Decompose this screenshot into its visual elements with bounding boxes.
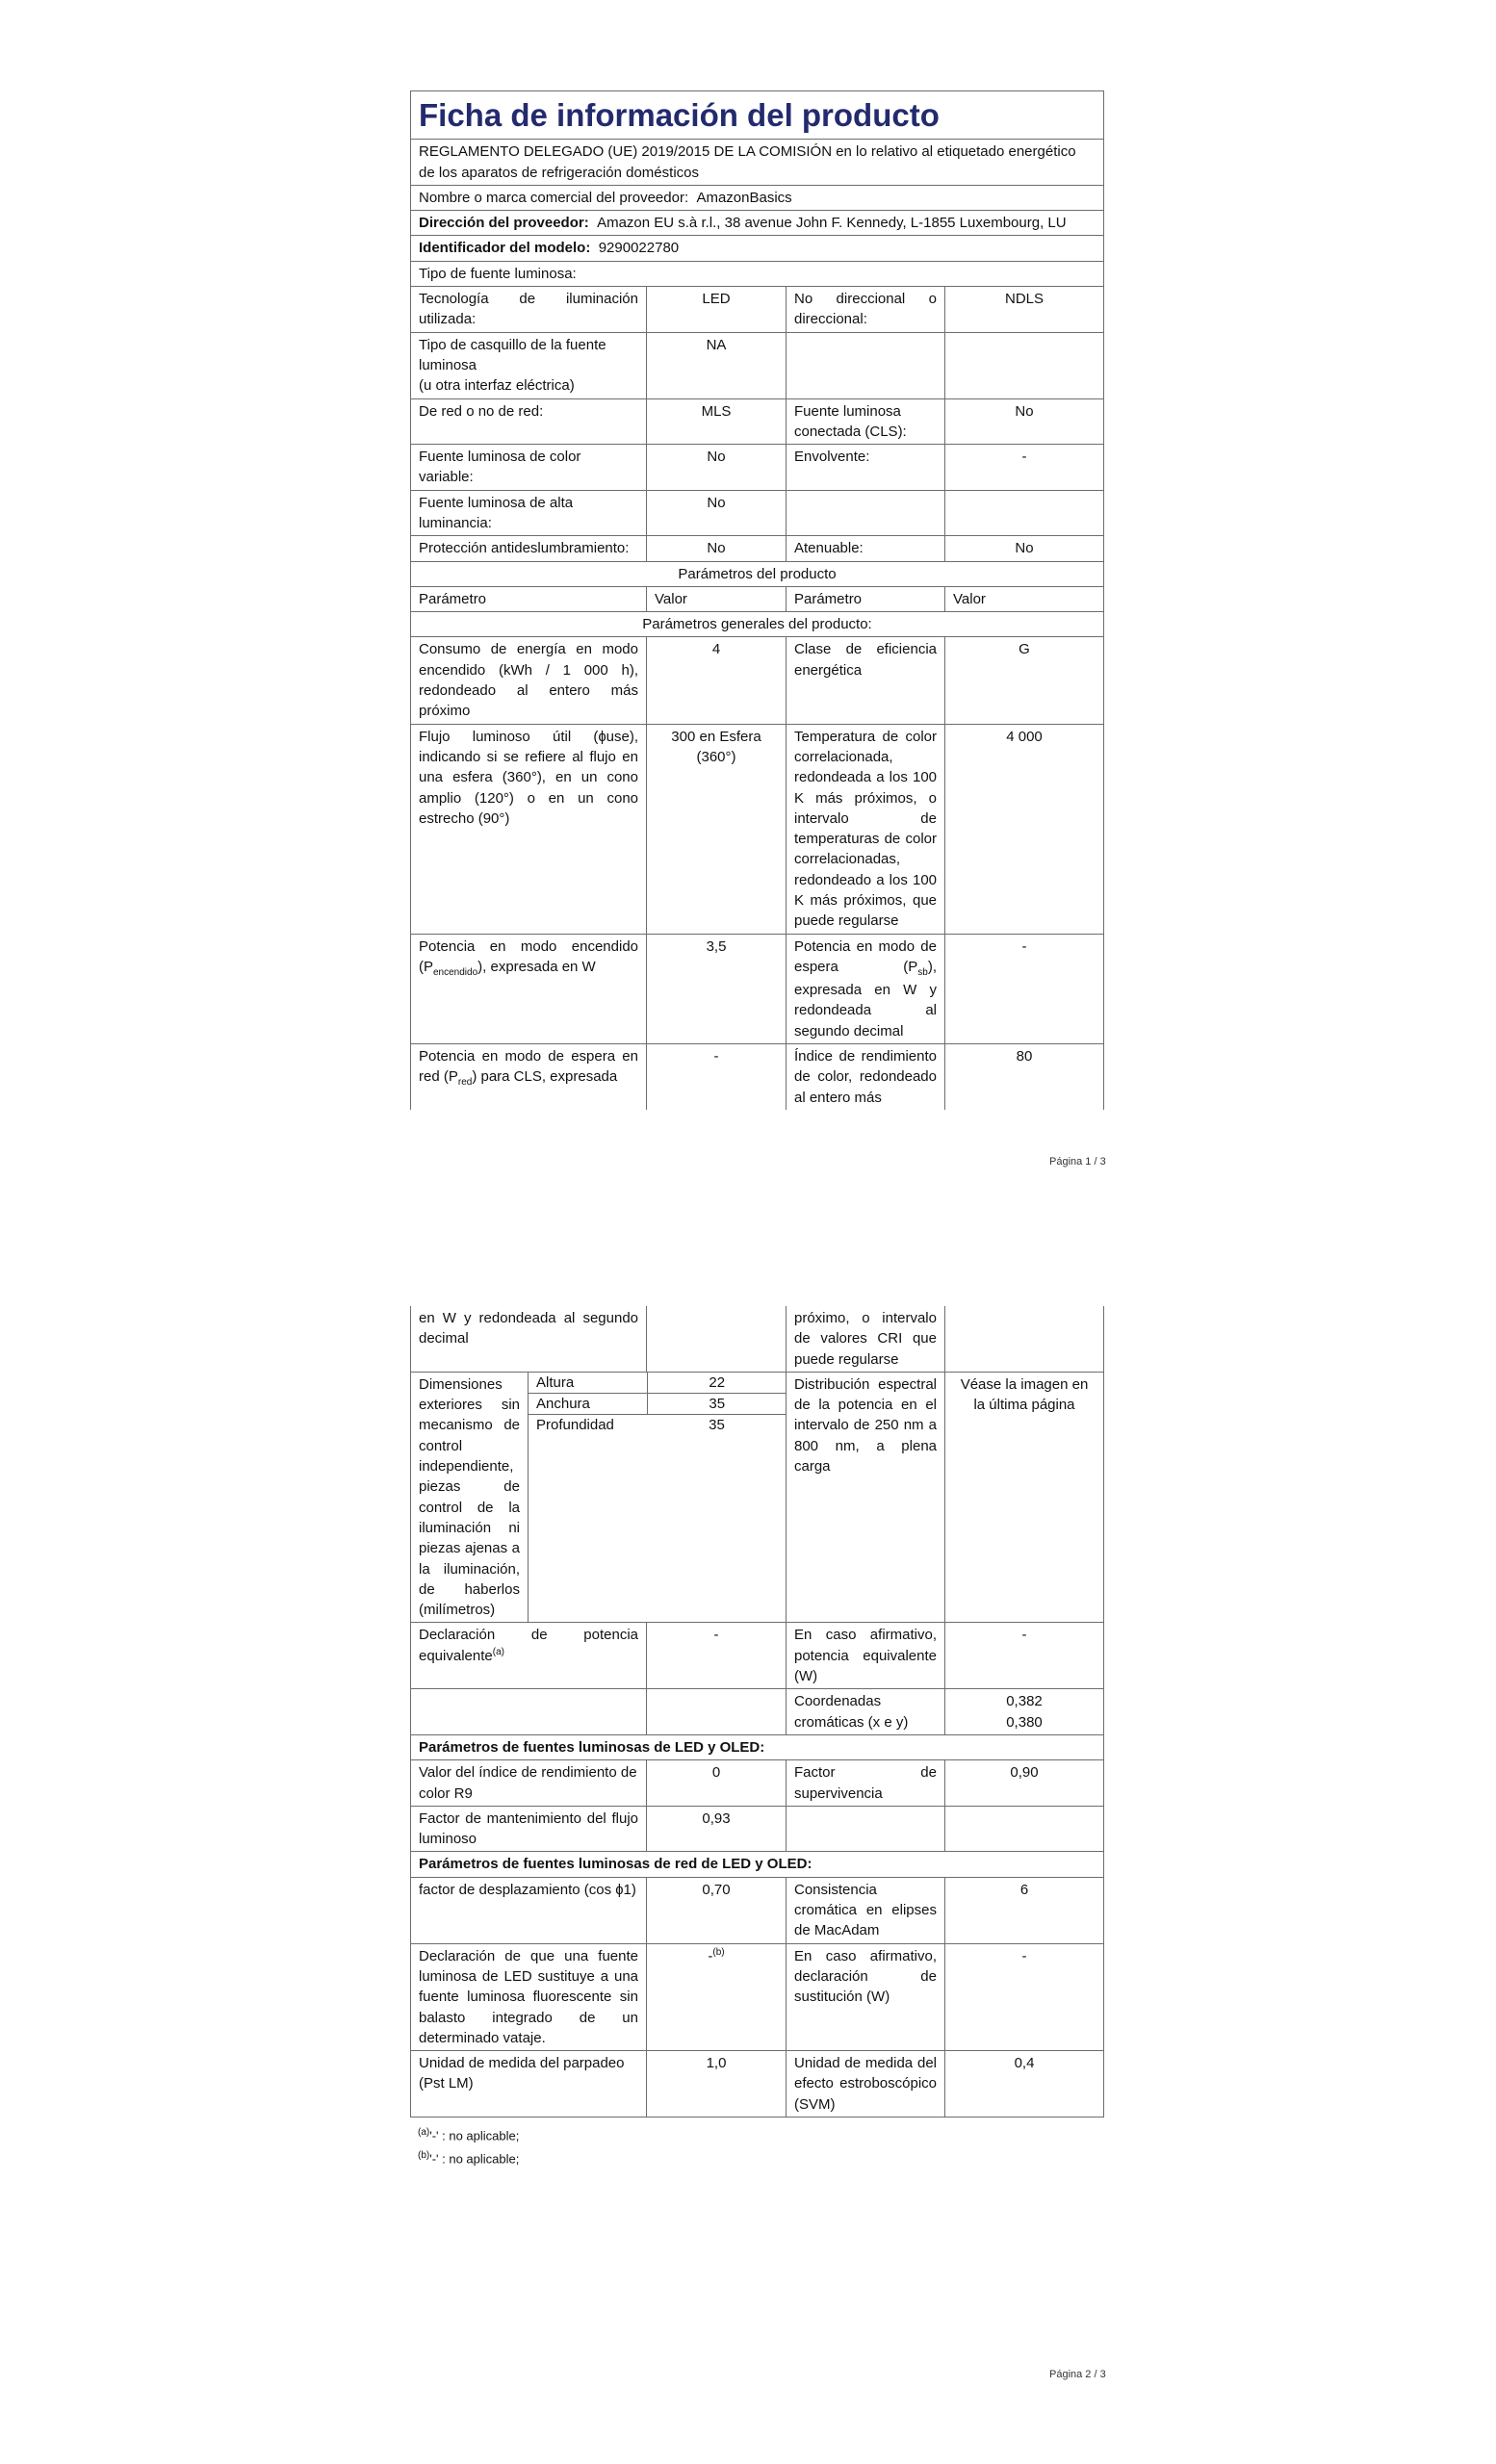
r9-value: 0 xyxy=(647,1760,787,1807)
regulation-text: REGLAMENTO DELEGADO (UE) 2019/2015 DE LA COMISIÓN en lo relativo al etiquetado energético de los aparatos de refrigeración domésticos xyxy=(411,140,1104,186)
colour-tunable-value: No xyxy=(647,445,787,491)
r9-label: Valor del índice de rendimiento de color R9 xyxy=(411,1760,647,1807)
mains-label: De red o no de red: xyxy=(411,398,647,445)
dimensions-values xyxy=(529,1372,787,1623)
supplier-address-label: Dirección del proveedor: xyxy=(419,215,589,232)
spectral-label: Distribución espectral de la potencia en el intervalo de 250 nm a 800 nm, a plena carga xyxy=(787,1372,945,1623)
empty-cell xyxy=(945,332,1104,398)
high-luminance-value: No xyxy=(647,490,787,536)
page-number-1: Página 1 / 3 xyxy=(1049,1156,1106,1168)
directional-label: No direccional o direccional: xyxy=(787,287,945,333)
standby-label: Potencia en modo de espera $(P_{sb})$, expresada en W y redondeada al segundo decimal xyxy=(787,934,945,1043)
model-id-row xyxy=(411,236,1104,261)
page-title: Ficha de información del producto xyxy=(411,91,1104,140)
net-standby-cont: en W y redondeada al segundo decimal xyxy=(411,1306,647,1372)
net-standby-value: - xyxy=(647,1044,787,1110)
product-params-heading: Parámetros del producto xyxy=(411,561,1104,586)
general-params-heading: Parámetros generales del producto: xyxy=(411,612,1104,637)
supplier-name-label: Nombre o marca comercial del proveedor: xyxy=(419,189,689,206)
on-power-value: 3,5 xyxy=(647,934,787,1043)
empty-cell xyxy=(945,1306,1104,1372)
footnote-b: $^{(b)}$'-' : no aplicable; xyxy=(418,2150,520,2167)
energy-value: 4 xyxy=(647,637,787,724)
led-params-heading: Parámetros de fuentes luminosas de LED y OLED: xyxy=(411,1734,1104,1759)
chroma-label: Coordenadas cromáticas (x e y) xyxy=(787,1689,945,1735)
replace-yes-label: En caso afirmativo, declaración de sustitución (W) xyxy=(787,1943,945,2050)
empty-cell xyxy=(787,1806,945,1852)
empty-cell xyxy=(787,332,945,398)
cri-label: Índice de rendimiento de color, redondeado al entero más xyxy=(787,1044,945,1110)
connected-label: Fuente luminosa conectada (CLS): xyxy=(787,398,945,445)
stroboscopic-value: 0,4 xyxy=(945,2051,1104,2118)
colour-consistency-value: 6 xyxy=(945,1877,1104,1943)
cct-value: 4 000 xyxy=(945,724,1104,934)
supplier-address-row xyxy=(411,211,1104,236)
cri-cont: próximo, o intervalo de valores CRI que puede regularse xyxy=(787,1306,945,1372)
high-luminance-label: Fuente luminosa de alta luminancia: xyxy=(411,490,647,536)
supplier-name-value: AmazonBasics xyxy=(696,189,792,206)
cap-type-label: Tipo de casquillo de la fuente luminosa xyxy=(419,336,606,373)
cap-type-label-2: (u otra interfaz eléctrica) xyxy=(419,377,575,395)
column-header-param: Parámetro xyxy=(787,586,945,611)
anti-glare-label: Protección antideslumbramiento: xyxy=(411,536,647,561)
energy-label: Consumo de energía en modo encendido (kWh / 1 000 h), redondeado al entero más próximo xyxy=(411,637,647,724)
cap-type-cell xyxy=(411,332,647,398)
empty-cell xyxy=(647,1689,787,1735)
dimmable-label: Atenuable: xyxy=(787,536,945,561)
supplier-name-row xyxy=(411,185,1104,210)
lighting-tech-value: LED xyxy=(647,287,787,333)
flicker-value: 1,0 xyxy=(647,2051,787,2118)
equiv-value: - xyxy=(647,1623,787,1689)
lighting-tech-label: Tecnología de iluminación utilizada: xyxy=(411,287,647,333)
column-header-value: Valor xyxy=(647,586,787,611)
anti-glare-value: No xyxy=(647,536,787,561)
depth-label: Profundidad xyxy=(536,1417,614,1434)
model-id-value: 9290022780 xyxy=(598,240,680,257)
model-id-label: Identificador del modelo: xyxy=(419,240,591,257)
maintenance-value: 0,93 xyxy=(647,1806,787,1852)
chroma-value: 0,382 0,380 xyxy=(945,1689,1104,1735)
spectral-value: Véase la imagen en la última página xyxy=(945,1372,1104,1623)
colour-tunable-label: Fuente luminosa de color variable: xyxy=(411,445,647,491)
empty-cell xyxy=(411,1689,647,1735)
displacement-value: 0,70 xyxy=(647,1877,787,1943)
replace-value: -$^{(b)}$ xyxy=(647,1943,787,2050)
page-number-2: Página 2 / 3 xyxy=(1049,2369,1106,2380)
column-header-param: Parámetro xyxy=(411,586,647,611)
product-info-table-1 xyxy=(410,90,1104,1110)
mains-led-params-heading: Parámetros de fuentes luminosas de red de LED y OLED: xyxy=(411,1852,1104,1877)
equiv-yes-label: En caso afirmativo, potencia equivalente (W) xyxy=(787,1623,945,1689)
mains-value: MLS xyxy=(647,398,787,445)
cct-label: Temperatura de color correlacionada, redondeada a los 100 K más próximos, o intervalo de temperaturas de color correlacionadas, redondeado a los 100 K más próximos, que puede regularse xyxy=(787,724,945,934)
product-sheet-page-1 xyxy=(410,90,1103,1110)
cri-value: 80 xyxy=(945,1044,1104,1110)
efficiency-label: Clase de eficiencia energética xyxy=(787,637,945,724)
footnotes xyxy=(418,2124,519,2170)
width-label: Anchura xyxy=(529,1394,647,1415)
survival-value: 0,90 xyxy=(945,1760,1104,1807)
footnote-a: $^{(a)}$'-' : no aplicable; xyxy=(418,2127,520,2143)
flux-value: 300 en Esfera (360°) xyxy=(647,724,787,934)
cap-type-value: NA xyxy=(647,332,787,398)
product-sheet-page-2 xyxy=(410,1306,1103,2118)
height-label: Altura xyxy=(529,1373,647,1394)
height-value: 22 xyxy=(647,1373,787,1394)
empty-cell xyxy=(945,490,1104,536)
equiv-yes-value: - xyxy=(945,1623,1104,1689)
efficiency-value: G xyxy=(945,637,1104,724)
directional-value: NDLS xyxy=(945,287,1104,333)
stroboscopic-label: Unidad de medida del efecto estroboscópico (SVM) xyxy=(787,2051,945,2118)
flicker-label: Unidad de medida del parpadeo (Pst LM) xyxy=(411,2051,647,2118)
standby-value: - xyxy=(945,934,1104,1043)
flux-label: Flujo luminoso útil (ɸuse), indicando si se refiere al flujo en una esfera (360°), en un cono amplio (120°) o en un cono estrecho (90°) xyxy=(411,724,647,934)
survival-label: Factor de supervivencia xyxy=(787,1760,945,1807)
replace-label: Declaración de que una fuente luminosa de LED sustituye a una fuente luminosa fluorescente sin balasto integrado de un determinado vataje. xyxy=(411,1943,647,2050)
on-power-label: Potencia en modo encendido $(P_{encendido})$, expresada en W xyxy=(411,934,647,1043)
empty-cell xyxy=(945,1806,1104,1852)
supplier-address-value: Amazon EU s.à r.l., 38 avenue John F. Kennedy, L-1855 Luxembourg, LU xyxy=(597,215,1067,232)
product-info-table-2 xyxy=(410,1306,1104,2118)
dimmable-value: No xyxy=(945,536,1104,561)
net-standby-label: Potencia en modo de espera en red $(P_{red})$ para CLS, expresada xyxy=(411,1044,647,1110)
light-source-type-heading: Tipo de fuente luminosa: xyxy=(411,261,1104,286)
empty-cell xyxy=(787,490,945,536)
column-header-value: Valor xyxy=(945,586,1104,611)
dimensions-subtable xyxy=(529,1373,787,1436)
replace-yes-value: - xyxy=(945,1943,1104,2050)
equiv-label: Declaración de potencia equivalente$^{(a)}$ xyxy=(411,1623,647,1689)
maintenance-label: Factor de mantenimiento del flujo luminoso xyxy=(411,1806,647,1852)
envelope-label: Envolvente: xyxy=(787,445,945,491)
displacement-label: factor de desplazamiento (cos ɸ1) xyxy=(411,1877,647,1943)
colour-consistency-label: Consistencia cromática en elipses de MacAdam xyxy=(787,1877,945,1943)
envelope-value: - xyxy=(945,445,1104,491)
depth-value: 35 xyxy=(709,1417,725,1434)
connected-value: No xyxy=(945,398,1104,445)
empty-cell xyxy=(647,1306,787,1372)
width-value: 35 xyxy=(647,1394,787,1415)
dimensions-label: Dimensiones exteriores sin mecanismo de control independiente, piezas de control de la iluminación ni piezas ajenas a la iluminación, de haberlos (milímetros) xyxy=(411,1372,529,1623)
